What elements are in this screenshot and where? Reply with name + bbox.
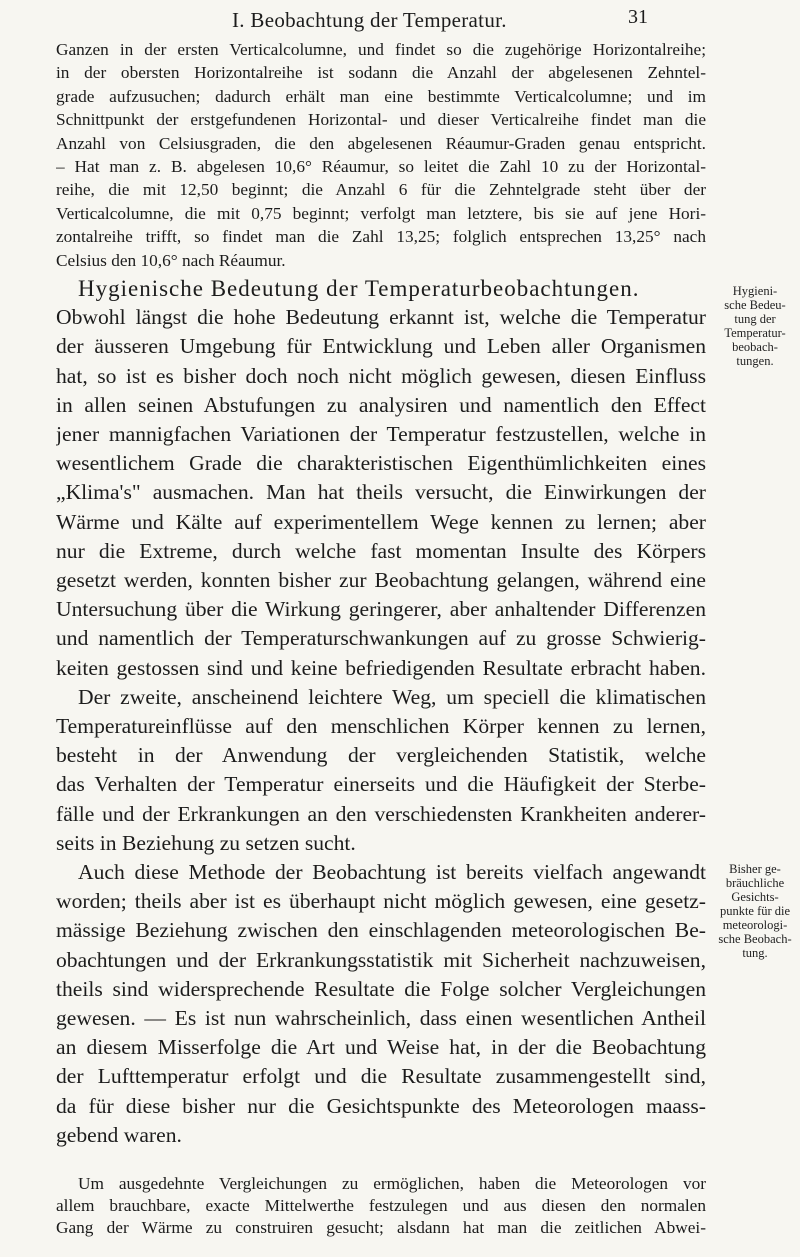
text-line: Obwohl längst die hohe Bedeutung erkannt ist, welche die Temperatur xyxy=(56,305,706,330)
text-line: allem brauchbare, exacte Mittelwerthe festzulegen und aus diesen den normalen xyxy=(56,1196,706,1215)
text-line: besteht in der Anwendung der vergleichenden Statistik, welche xyxy=(56,743,706,768)
page-number: 31 xyxy=(628,6,648,28)
text-line: gesetzt werden, konnten bisher zur Beobachtung gelangen, während eine xyxy=(56,568,706,593)
text-line: in allen seinen Abstufungen zu analysiren und namentlich den Effect xyxy=(56,392,706,417)
text-line: reihe, die mit 12,50 beginnt; die Anzahl 6 für die Zehntelgrade steht über der xyxy=(56,180,706,200)
text-line: worden; theils aber ist es überhaupt nicht möglich gewesen, eine gesetz- xyxy=(56,889,706,914)
text-line: fälle und der Erkrankungen an den verschiedensten Krankheiten anderer- xyxy=(56,801,706,826)
text-line: Gang der Wärme zu construiren gesucht; alsdann hat man die zeitlichen Abwei- xyxy=(56,1218,706,1237)
text-line: – Hat man z. B. abgelesen 10,6° Réaumur, so leitet die Zahl 10 zu der Horizontal- xyxy=(56,157,706,177)
text-line: wesentlichem Grade die charakteristischen Eigenthümlichkeiten eines xyxy=(56,451,706,476)
text-line: grade aufzusuchen; dadurch erhält man eine bestimmte Verticalcolumne; und im xyxy=(56,86,706,106)
text-line: seits in Beziehung zu setzen sucht. xyxy=(56,830,356,855)
text-line: Anzahl von Celsiusgraden, die den abgelesenen Réaumur-Graden genau entspricht. xyxy=(56,133,706,153)
text-line: Wärme und Kälte auf experimentellem Wege kennen zu lernen; aber xyxy=(56,509,706,534)
text-line: nur die Extreme, durch welche fast momentan Insulte des Körpers xyxy=(56,538,706,563)
text-line: Celsius den 10,6° nach Réaumur. xyxy=(56,250,286,270)
text-line: hat, so ist es bisher doch noch nicht möglich gewesen, diesen Einfluss xyxy=(56,363,706,388)
text-line: keiten gestossen sind und keine befriedigenden Resultate erbracht haben. xyxy=(56,655,706,680)
text-line: Schnittpunkt der erstgefundenen Horizontal- und dieser Verticalreihe findet man die xyxy=(56,110,706,130)
text-line: theils sind widersprechende Resultate die Folge solcher Vergleichungen xyxy=(56,976,706,1001)
text-line: mässige Beziehung zwischen den einschlagenden meteorologischen Be- xyxy=(56,918,706,943)
text-line: und namentlich der Temperaturschwankungen auf zu grosse Schwierig- xyxy=(56,626,706,651)
section-heading: Hygienische Bedeutung der Temperaturbeobachtungen. xyxy=(78,276,640,301)
text-line: Auch diese Methode der Beobachtung ist bereits vielfach angewandt xyxy=(78,860,706,885)
text-line: Der zweite, anscheinend leichtere Weg, um speciell die klimatischen xyxy=(78,684,706,709)
intro-paragraph xyxy=(56,38,706,272)
text-line: Verticalcolumne, die mit 0,75 beginnt; verfolgt man letztere, bis sie auf jene Hori- xyxy=(56,203,706,223)
text-line: an diesem Misserfolge die Art und Weise hat, in der die Beobachtung xyxy=(56,1035,706,1060)
marginal-note-hygiene: Hygieni- sche Bedeu- tung der Temperatur- beobach- tungen. xyxy=(724,284,786,368)
text-line: „Klima's" ausmachen. Man hat theils versucht, die Einwirkungen der xyxy=(56,480,706,505)
text-line: zontalreihe trifft, so findet man die Zahl 13,25; folglich entsprechen 13,25° nach xyxy=(56,227,706,247)
text-line: Temperatureinflüsse auf den menschlichen Körper kennen zu lernen, xyxy=(56,714,706,739)
running-header xyxy=(0,6,800,36)
main-section xyxy=(56,274,706,1150)
text-line: Um ausgedehnte Vergleichungen zu ermöglichen, haben die Meteorologen vor xyxy=(78,1174,706,1193)
marginal-note-methods: Bisher ge- bräuchliche Gesichts- punkte für die meteorologi- sche Beobach- tung. xyxy=(718,862,792,960)
text-line: Untersuchung über die Wirkung geringerer, aber anhaltender Differenzen xyxy=(56,597,706,622)
text-line: der Lufttemperatur erfolgt und die Resultate zusammengestellt sind, xyxy=(56,1064,706,1089)
text-line: das Verhalten der Temperatur einerseits und die Häufigkeit der Sterbe- xyxy=(56,772,706,797)
text-line: der äusseren Umgebung für Entwicklung und Leben aller Organismen xyxy=(56,334,706,359)
text-line: Ganzen in der ersten Verticalcolumne, und findet so die zugehörige Horizontalreihe; xyxy=(56,40,706,59)
text-line: da für diese bisher nur die Gesichtspunkte des Meteorologen maass- xyxy=(56,1093,706,1118)
text-line: gebend waren. xyxy=(56,1122,182,1147)
text-line: obachtungen und der Erkrankungsstatistik mit Sicherheit nachzuweisen, xyxy=(56,947,706,972)
footnote-paragraph xyxy=(56,1173,706,1239)
text-line: in der obersten Horizontalreihe ist sodann die Anzahl der abgelesenen Zehntel- xyxy=(56,63,706,83)
text-line: jener mannigfachen Variationen der Temperatur festzustellen, welche in xyxy=(56,422,706,447)
running-title: I. Beobachtung der Temperatur. xyxy=(232,8,507,32)
text-line: gewesen. — Es ist nun wahrscheinlich, dass einen wesentlichen Antheil xyxy=(56,1006,706,1031)
